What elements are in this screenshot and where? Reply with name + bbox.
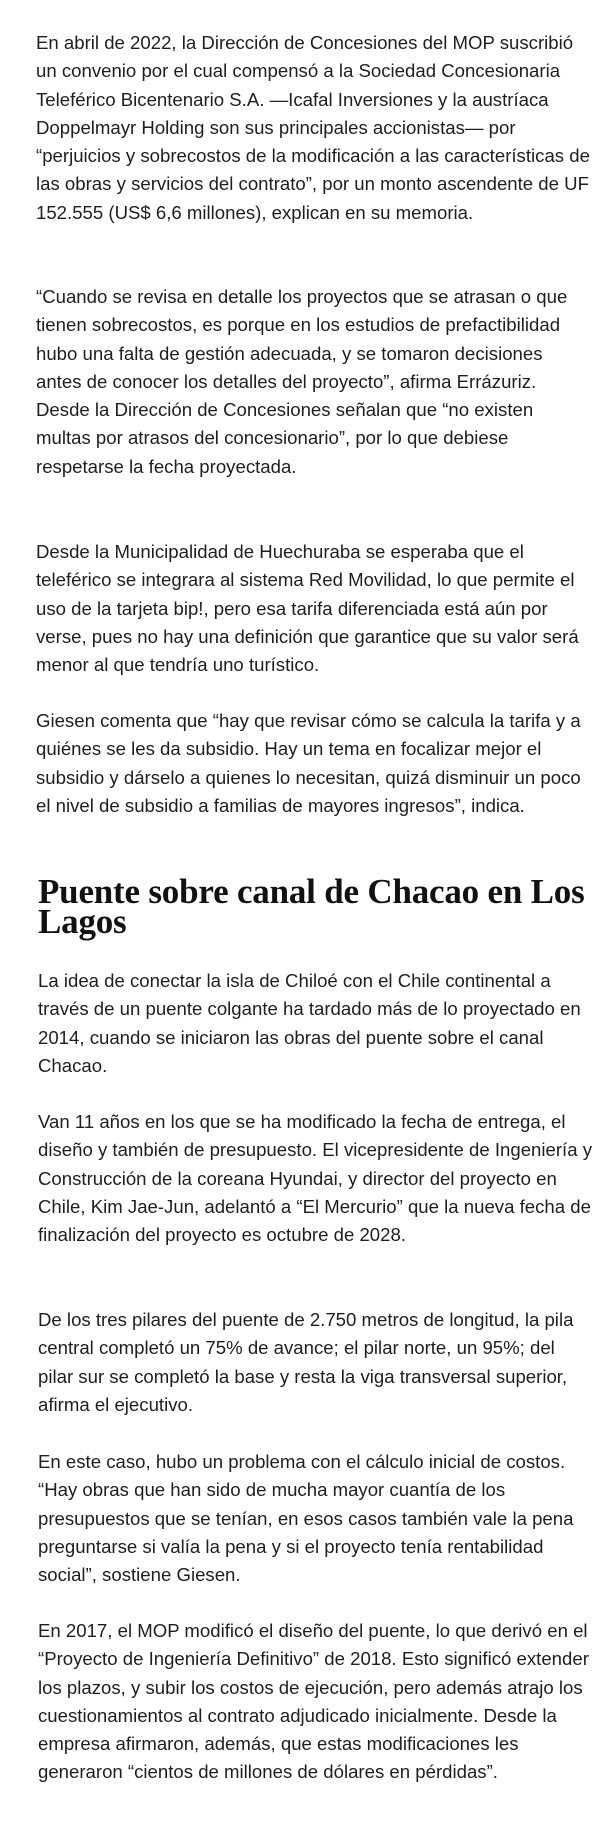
paragraph-chacao-pilares: De los tres pilares del puente de 2.750 metros de longitud, la pila central completó un 75% de avance; el pilar norte, un 95%; del pilar sur se completó la base y resta la viga transversal superior, afirma el ejecutivo. <box>38 1309 574 1415</box>
paragraph-chacao-intro: La idea de conectar la isla de Chiloé con el Chile continental a través de un puente colgante ha tardado más de lo proyectado en 2014, cuando se iniciaron las obras del puente sobre el canal Chacao. <box>38 970 581 1076</box>
section-heading-chacao: Puente sobre canal de Chacao en Los Lagos <box>38 872 585 941</box>
paragraph-chacao-diseno: En 2017, el MOP modificó el diseño del puente, lo que derivó en el “Proyecto de Ingeniería Definitivo” de 2018. Esto significó extender los plazos, y subir los costos de ejecución, pero además atrajo los cuestionamientos al contrato adjudicado inicialmente. Desde la empresa afirmaron, además, que estas modificaciones les generaron “cientos de millones de dólares en pérdidas”. <box>38 1620 589 1783</box>
paragraph-teleferico-convenio: En abril de 2022, la Dirección de Concesiones del MOP suscribió un convenio por el cual compensó a la Sociedad Concesionaria Teleférico Bicentenario S.A. —Icafal Inversiones y la austríaca Doppelmayr Holding son sus principales accionistas— por “perjuicios y sobrecostos de la modificación a las características de las obras y servicios del contrato”, por un monto ascendente de UF 152.555 (US$ 6,6 millones), explican en su memoria. <box>36 32 590 223</box>
paragraph-teleferico-giesen: Giesen comenta que “hay que revisar cómo se calcula la tarifa y a quiénes se les da subsidio. Hay un tema en focalizar mejor el subsidio y dárselo a quienes lo necesitan, quizá disminuir un poco el nivel de subsidio a familias de mayores ingresos”, indica. <box>36 710 581 816</box>
paragraph-teleferico-errazuriz: “Cuando se revisa en detalle los proyectos que se atrasan o que tienen sobrecostos, es porque en los estudios de prefactibilidad hubo una falta de gestión adecuada, y se tomaron decisiones antes de conocer los detalles del proyecto”, afirma Errázuriz. Desde la Dirección de Concesiones señalan que “no existen multas por atrasos del concesionario”, por lo que debiese respetarse la fecha proyectada. <box>36 286 568 477</box>
paragraph-chacao-hyundai: Van 11 años en los que se ha modificado la fecha de entrega, el diseño y también de presupuesto. El vicepresidente de Ingeniería y Construcción de la coreana Hyundai, y director del proyecto en Chile, Kim Jae-Jun, adelantó a “El Mercurio” que la nueva fecha de finalización del proyecto es octubre de 2028. <box>38 1111 593 1246</box>
paragraph-teleferico-huechuraba: Desde la Municipalidad de Huechuraba se esperaba que el teleférico se integrara al sistema Red Movilidad, lo que permite el uso de la tarjeta bip!, pero esa tarifa diferenciada está aún por verse, pues no hay una definición que garantice que su valor será menor al que tendría uno turístico. <box>36 541 579 676</box>
paragraph-chacao-costos: En este caso, hubo un problema con el cálculo inicial de costos. “Hay obras que han sido de mucha mayor cuantía de los presupuestos que se tenían, en esos casos también vale la pena preguntarse si valía la pena y si el proyecto tenía rentabilidad social”, sostiene Giesen. <box>38 1451 574 1586</box>
